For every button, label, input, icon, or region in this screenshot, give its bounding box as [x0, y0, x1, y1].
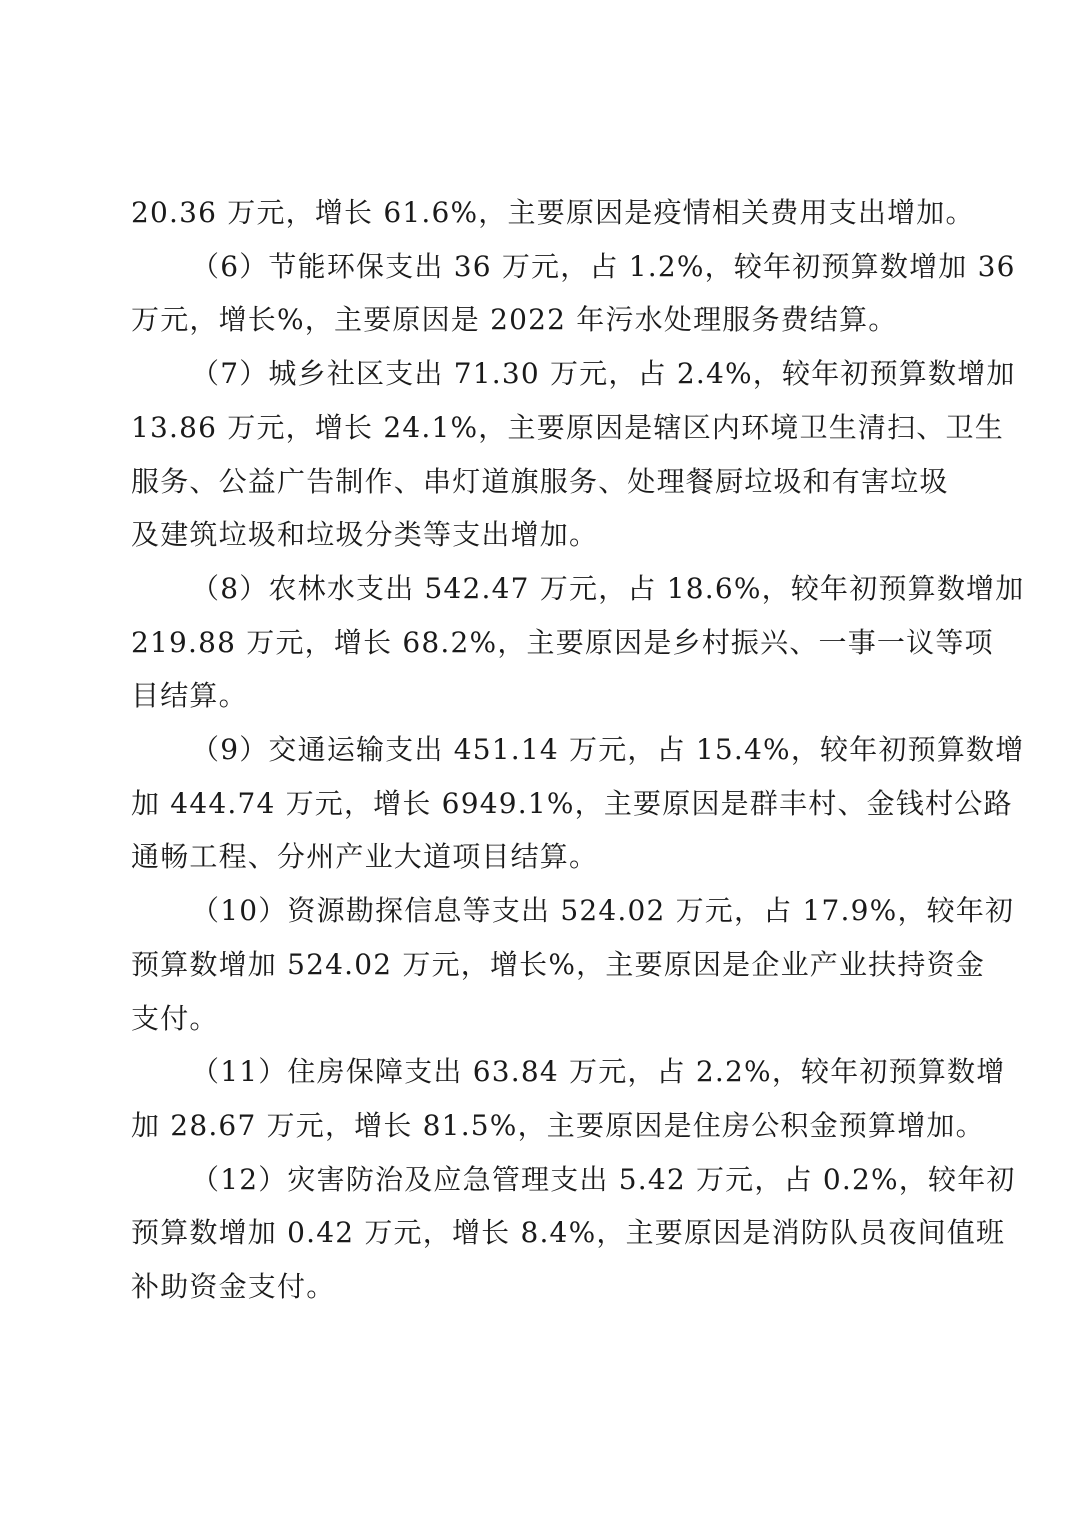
paragraph-item-7 — [131, 347, 1016, 562]
paragraph-item-11 — [131, 1045, 1006, 1152]
body-text — [131, 186, 1025, 1314]
paragraph-item-6 — [131, 240, 1016, 347]
paragraph-item-10 — [131, 884, 1015, 1045]
text-line: 13.86 万元，增长 24.1%，主要原因是辖区内环境卫生清扫、卫生 — [131, 410, 1004, 444]
text-line: （9）交通运输支出 451.14 万元，占 15.4%，较年初预算数增 — [191, 733, 1025, 767]
text-line: 及建筑垃圾和垃圾分类等支出增加。 — [131, 518, 599, 552]
text-line: 通畅工程、分州产业大道项目结算。 — [131, 840, 599, 874]
text-line: （8）农林水支出 542.47 万元，占 18.6%，较年初预算数增加 — [191, 571, 1025, 605]
text-line: 加 28.67 万元，增长 81.5%，主要原因是住房公积金预算增加。 — [131, 1108, 985, 1142]
text-line: 支付。 — [131, 1001, 219, 1035]
text-line: 目结算。 — [131, 679, 248, 713]
text-line: 预算数增加 524.02 万元，增长%，主要原因是企业产业扶持资金 — [131, 947, 985, 981]
text-line: 预算数增加 0.42 万元，增长 8.4%，主要原因是消防队员夜间值班 — [131, 1216, 1006, 1250]
text-line: 219.88 万元，增长 68.2%，主要原因是乡村振兴、一事一议等项 — [131, 625, 994, 659]
paragraph-item-9 — [131, 723, 1025, 884]
text-line: （11）住房保障支出 63.84 万元，占 2.2%，较年初预算数增 — [191, 1055, 1006, 1089]
text-line: 加 444.74 万元，增长 6949.1%，主要原因是群丰村、金钱村公路 — [131, 786, 1013, 820]
text-line: （10）资源勘探信息等支出 524.02 万元，占 17.9%，较年初 — [191, 894, 1015, 928]
text-line: 补助资金支付。 — [131, 1270, 336, 1304]
text-line: （7）城乡社区支出 71.30 万元，占 2.4%，较年初预算数增加 — [191, 357, 1016, 391]
paragraph-item-8 — [131, 562, 1025, 723]
paragraph-continuation — [131, 186, 975, 240]
text-line: （6）节能环保支出 36 万元，占 1.2%，较年初预算数增加 36 — [191, 249, 1016, 283]
text-line: （12）灾害防治及应急管理支出 5.42 万元，占 0.2%，较年初 — [191, 1162, 1016, 1196]
text-line: 服务、公益广告制作、串灯道旗服务、处理餐厨垃圾和有害垃圾 — [131, 464, 949, 498]
text-line: 20.36 万元，增长 61.6%，主要原因是疫情相关费用支出增加。 — [131, 196, 975, 229]
paragraph-item-12 — [131, 1153, 1016, 1314]
text-line: 万元，增长%，主要原因是 2022 年污水处理服务费结算。 — [131, 303, 898, 337]
